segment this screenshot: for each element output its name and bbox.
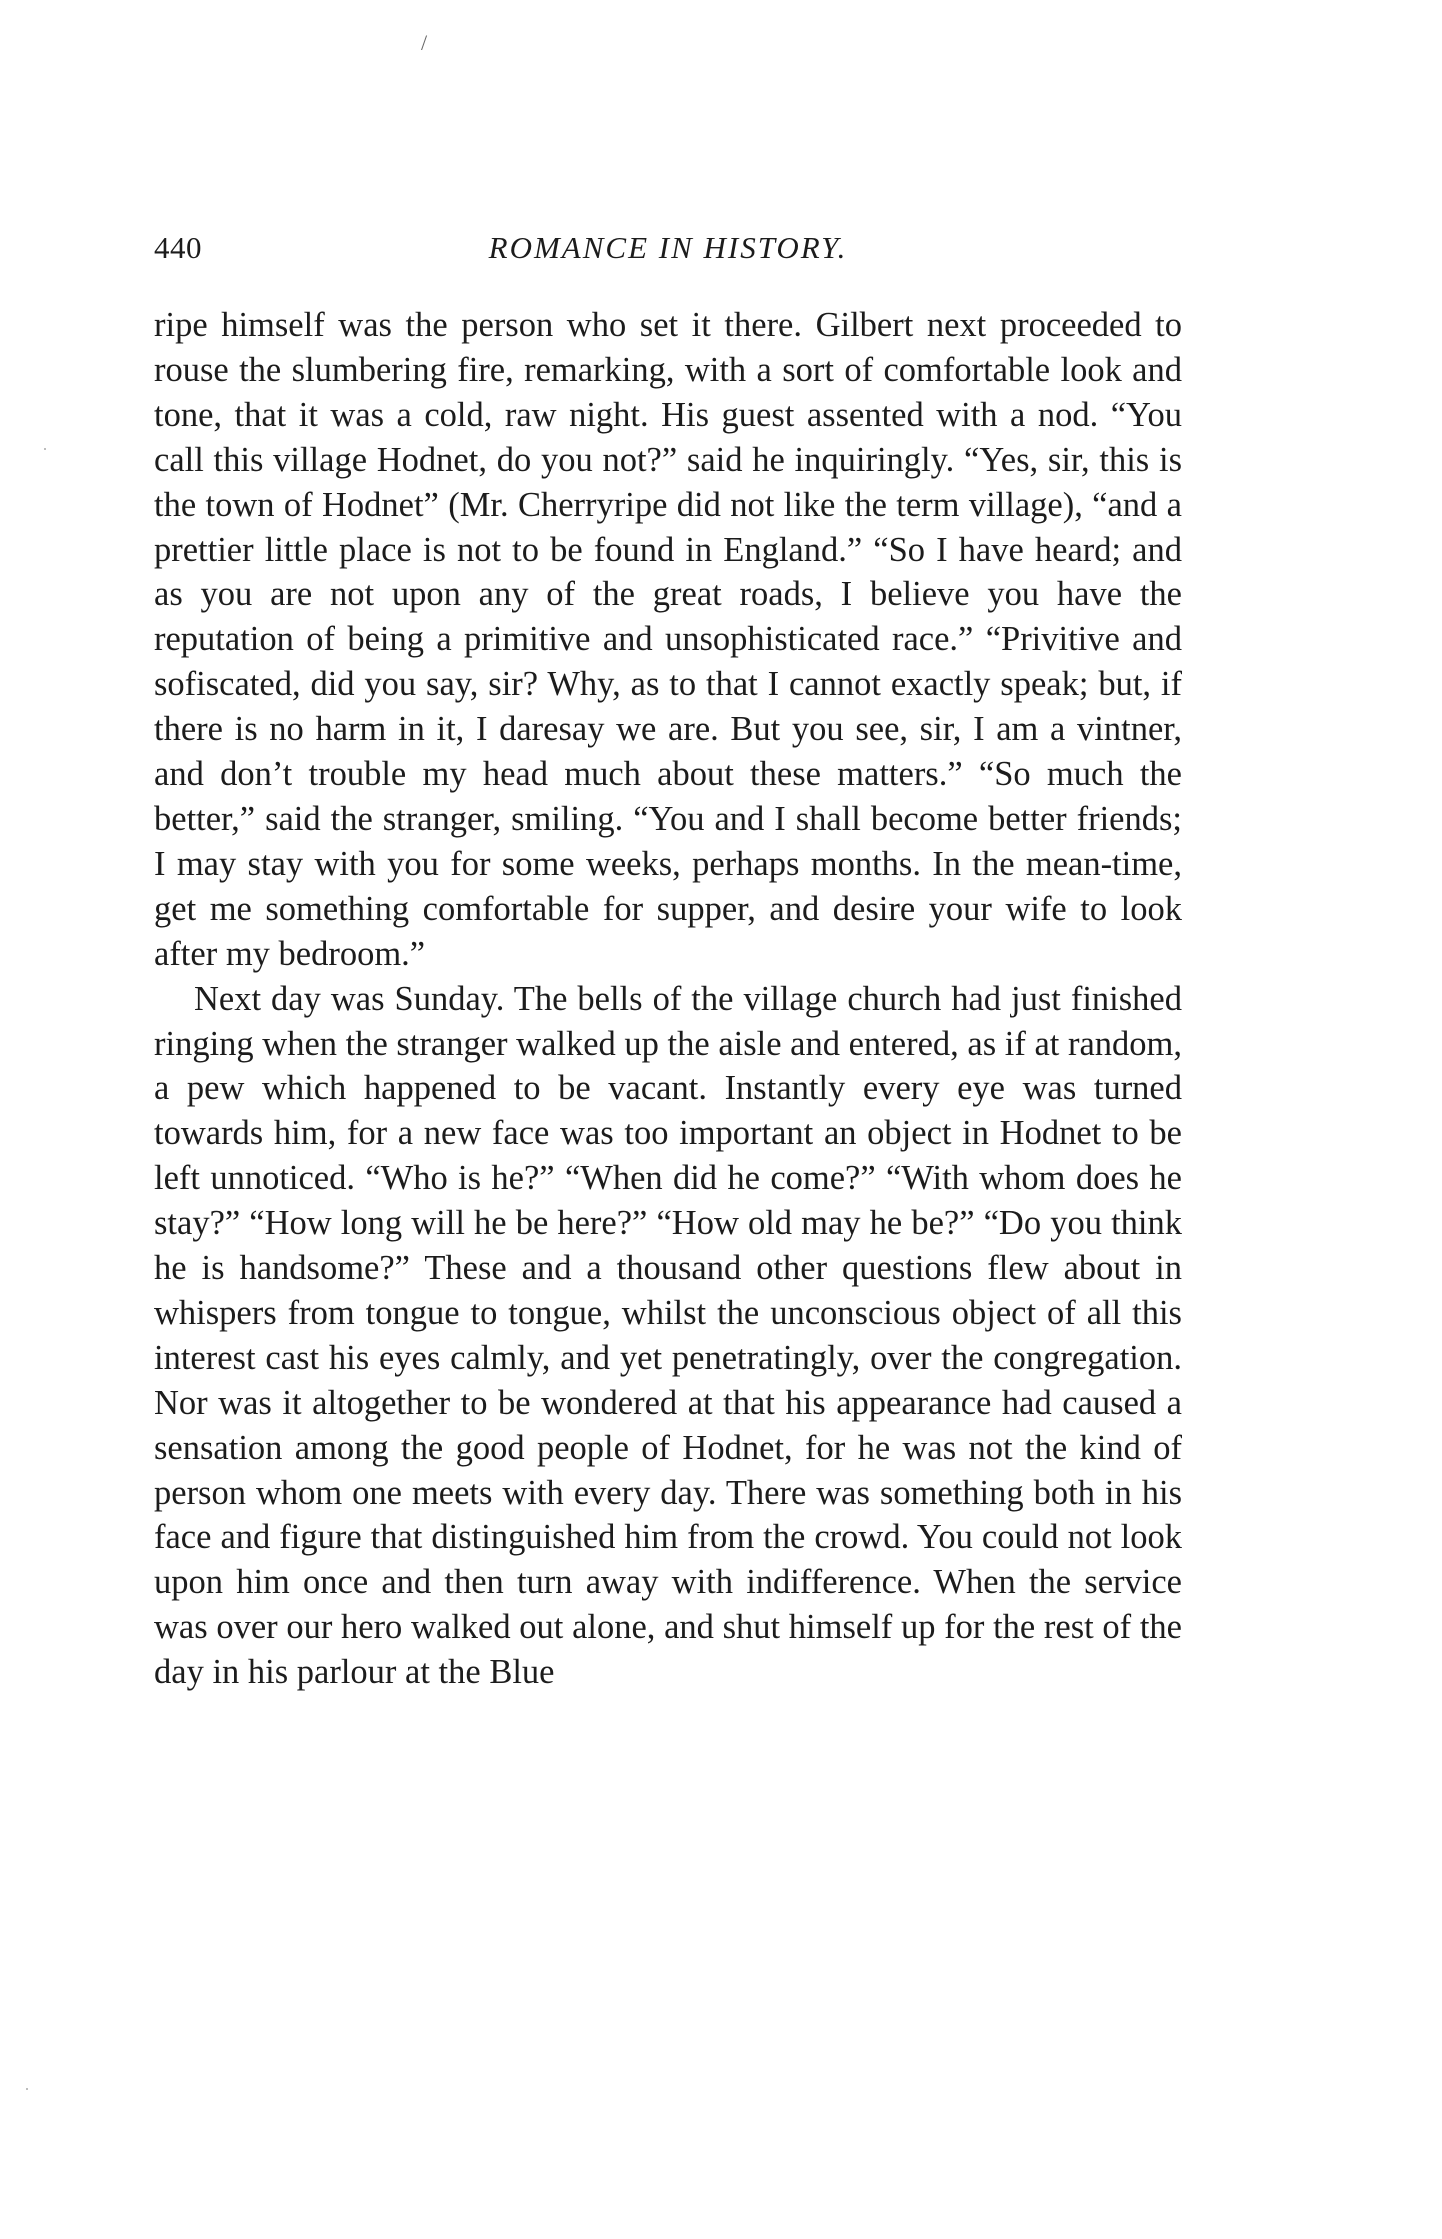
running-title: ROMANCE IN HISTORY. bbox=[488, 230, 848, 265]
page-number: 440 bbox=[154, 230, 202, 265]
paragraph-continued: ripe himself was the person who set it there. Gilbert next proceeded to rouse the slumbering fire, remarking, with a sort of comfortable look and tone, that it was a cold, raw night. His guest assented with a nod. “You call this village Hodnet, do you not?” said he inquiringly. “Yes, sir, this is the town of Hodnet” (Mr. Cherryripe did not like the term village), “and a prettier little place is not to be found in England.” “So I have heard; and as you are not upon any of the great roads, I believe you have the reputation of being a primitive and unsophisticated race.” “Privitive and sofiscated, did you say, sir? Why, as to that I cannot exactly speak; but, if there is no harm in it, I daresay we are. But you see, sir, I am a vintner, and don’t trouble my head much about these matters.” “So much the better,” said the stranger, smiling. “You and I shall become better friends; I may stay with you for some weeks, perhaps months. In the mean-time, get me something comfortable for supper, and desire your wife to look after my bedroom.” bbox=[154, 306, 1182, 973]
running-header bbox=[154, 226, 1182, 270]
body-text bbox=[154, 303, 1182, 1695]
paragraph-next-day: Next day was Sunday. The bells of the village church had just finished ringing when the stranger walked up the aisle and entered, as if at random, a pew which happened to be vacant. Instantly every eye was turned towards him, for a new face was too important an object in Hodnet to be left unnoticed. “Who is he?” “When did he come?” “With whom does he stay?” “How long will he be here?” “How old may he be?” “Do you think he is handsome?” These and a thousand other questions flew about in whispers from tongue to tongue, whilst the unconscious object of all this interest cast his eyes calmly, and yet penetratingly, over the congregation. Nor was it altogether to be wondered at that his appearance had caused a sensation among the good people of Hodnet, for he was not the kind of person whom one meets with every day. There was something both in his face and figure that distinguished him from the crowd. You could not look upon him once and then turn away with indifference. When the service was over our hero walked out alone, and shut himself up for the rest of the day in his parlour at the Blue bbox=[154, 979, 1182, 1692]
margin-speck bbox=[26, 2088, 28, 2090]
stray-page-mark: / bbox=[421, 30, 428, 55]
margin-speck bbox=[44, 448, 46, 450]
